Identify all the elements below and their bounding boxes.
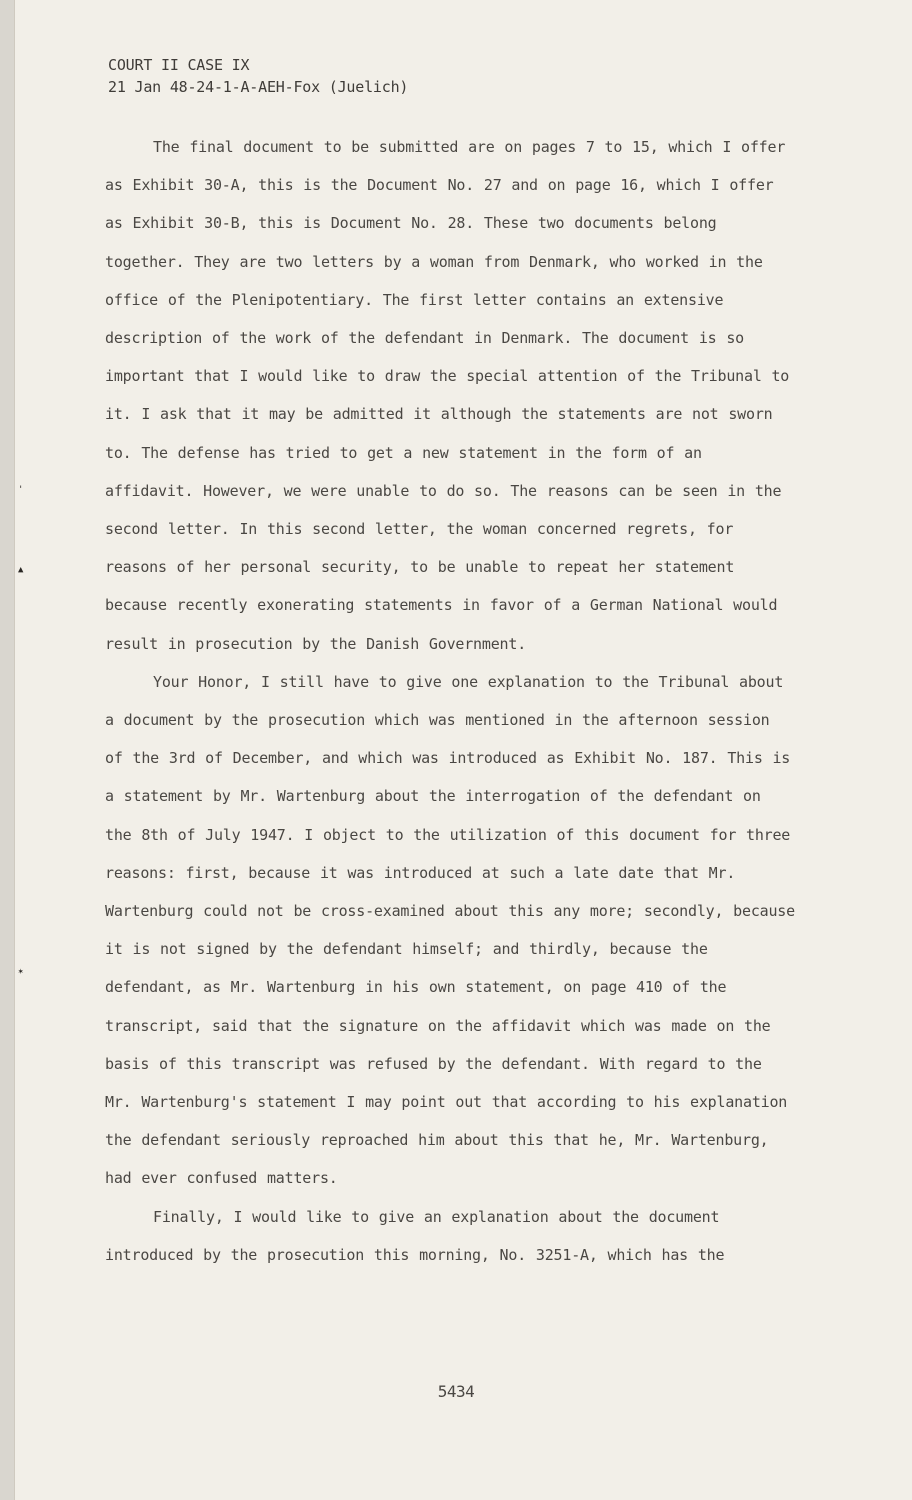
margin-tick-mark: ' <box>18 485 24 495</box>
document-header <box>108 54 408 98</box>
date-reference-line: 21 Jan 48-24-1-A-AEH-Fox (Juelich) <box>108 78 409 96</box>
paragraph-3: Finally, I would like to give an explanation about the document introduced by the prosecution this morning, No. 3251-A, which has the <box>105 1207 725 1264</box>
paragraph-2: Your Honor, I still have to give one explanation to the Tribunal about a document by the prosecution which was mentioned in the afternoon session of the 3rd of December, and which was introduced as Exhibit No. 187. This is a statement by Mr. Wartenburg about the interrogation of the defendant on the 8th of July 1947. I object to the utilization of this document for three reasons: first, because it was introduced at such a late date that Mr. Wartenburg could not be cross-examined about this any more; secondly, because it is not signed by the defendant himself; and thirdly, because the defendant, as Mr. Wartenburg in his own statement, on page 410 of the transcript, said that the signature on the affidavit which was made on the basis of this transcript was refused by the defendant. With regard to the Mr. Wartenburg's statement I may point out that according to his explanation the defendant seriously reproached him about this that he, Mr. Wartenburg, had ever confused matters. <box>105 672 795 1188</box>
paragraph-1: The final document to be submitted are on pages 7 to 15, which I offer as Exhibit 30-A, this is the Document No. 27 and on page 16, which I offer as Exhibit 30-B, this is Document No. 28. These two documents belong together. They are two letters by a woman from Denmark, who worked in the office of the Plenipotentiary. The first letter contains an extensive description of the work of the defendant in Denmark. The document is so important that I would like to draw the special attention of the Tribunal to it. I ask that it may be admitted it although the statements are not sworn to. The defense has tried to get a new statement in the form of an affidavit. However, we were unable to do so. The reasons can be seen in the second letter. In this second letter, the woman concerned regrets, for reasons of her personal security, to be unable to repeat her statement because recently exonerating statements in favor of a German National would result in prosecution by the Danish Government. <box>105 138 790 653</box>
margin-scratch-mark: ✶ <box>18 967 24 977</box>
court-case-line: COURT II CASE IX <box>108 56 250 74</box>
page-number: 5434 <box>437 1382 475 1401</box>
margin-triangle-mark: ▲ <box>18 565 24 575</box>
document-body <box>105 128 795 1274</box>
